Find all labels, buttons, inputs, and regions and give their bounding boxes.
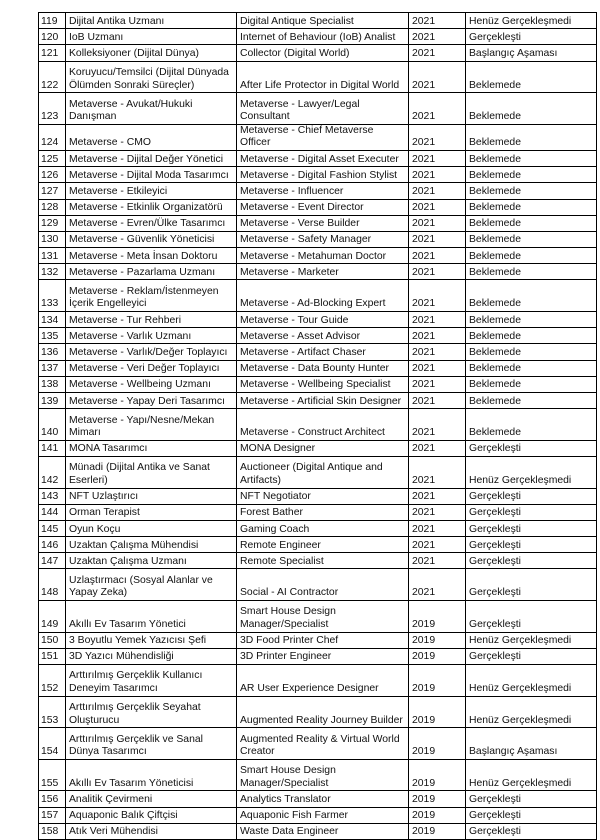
- cell-status: Gerçekleşti: [466, 553, 597, 569]
- cell-year: 2021: [409, 167, 466, 183]
- cell-status: Beklemede: [466, 231, 597, 247]
- cell-status: Gerçekleşti: [466, 791, 597, 807]
- cell-year: 2019: [409, 665, 466, 697]
- cell-status: Beklemede: [466, 150, 597, 166]
- cell-number: 145: [39, 520, 66, 536]
- cell-number: 148: [39, 569, 66, 601]
- cell-year: 2019: [409, 823, 466, 839]
- cell-status: Beklemede: [466, 360, 597, 376]
- table-row: [39, 648, 597, 664]
- cell-number: 139: [39, 392, 66, 408]
- cell-status: Başlangıç Aşaması: [466, 728, 597, 760]
- cell-status: Gerçekleşti: [466, 488, 597, 504]
- cell-number: 144: [39, 504, 66, 520]
- cell-english-title: Waste Data Engineer: [237, 823, 409, 839]
- cell-english-title: Metaverse - Metahuman Doctor: [237, 248, 409, 264]
- cell-number: 125: [39, 150, 66, 166]
- cell-turkish-title: Metaverse - Dijital Moda Tasarımcı: [66, 167, 237, 183]
- cell-year: 2021: [409, 360, 466, 376]
- cell-turkish-title: Metaverse - Yapay Deri Tasarımcı: [66, 392, 237, 408]
- cell-english-title: Metaverse - Tour Guide: [237, 312, 409, 328]
- cell-english-title: Metaverse - Asset Advisor: [237, 328, 409, 344]
- table-row: [39, 183, 597, 199]
- table-row: [39, 61, 597, 93]
- cell-status: Henüz Gerçekleşmedi: [466, 456, 597, 488]
- cell-turkish-title: Metaverse - Tur Rehberi: [66, 312, 237, 328]
- cell-status: Gerçekleşti: [466, 504, 597, 520]
- cell-year: 2021: [409, 61, 466, 93]
- cell-turkish-title: Metaverse - Meta İnsan Doktoru: [66, 248, 237, 264]
- cell-english-title: Metaverse - Artifact Chaser: [237, 344, 409, 360]
- cell-turkish-title: Analitik Çevirmeni: [66, 791, 237, 807]
- cell-english-title: Metaverse - Digital Asset Executer: [237, 150, 409, 166]
- cell-status: Henüz Gerçekleşmedi: [466, 759, 597, 791]
- cell-number: 136: [39, 344, 66, 360]
- cell-english-title: Remote Specialist: [237, 553, 409, 569]
- cell-number: 133: [39, 280, 66, 312]
- cell-year: 2021: [409, 312, 466, 328]
- cell-year: 2019: [409, 696, 466, 728]
- cell-english-title: Metaverse - Safety Manager: [237, 231, 409, 247]
- cell-turkish-title: Akıllı Ev Tasarım Yöneticisi: [66, 759, 237, 791]
- cell-english-title: Metaverse - Wellbeing Specialist: [237, 376, 409, 392]
- cell-number: 147: [39, 553, 66, 569]
- cell-status: Beklemede: [466, 376, 597, 392]
- table-row: [39, 93, 597, 125]
- cell-year: 2019: [409, 759, 466, 791]
- cell-turkish-title: Arttırılmış Gerçeklik Kullanıcı Deneyim Tasarımcı: [66, 665, 237, 697]
- cell-status: Gerçekleşti: [466, 601, 597, 633]
- cell-turkish-title: Uzaktan Çalışma Uzmanı: [66, 553, 237, 569]
- cell-number: 132: [39, 264, 66, 280]
- cell-english-title: Metaverse - Construct Architect: [237, 409, 409, 441]
- cell-english-title: Metaverse - Influencer: [237, 183, 409, 199]
- cell-number: 120: [39, 29, 66, 45]
- cell-english-title: Metaverse - Artificial Skin Designer: [237, 392, 409, 408]
- cell-number: 123: [39, 93, 66, 125]
- cell-year: 2021: [409, 199, 466, 215]
- cell-number: 142: [39, 456, 66, 488]
- cell-year: 2021: [409, 392, 466, 408]
- cell-english-title: 3D Food Printer Chef: [237, 632, 409, 648]
- cell-year: 2019: [409, 728, 466, 760]
- cell-status: Beklemede: [466, 93, 597, 125]
- cell-turkish-title: 3 Boyutlu Yemek Yazıcısı Şefi: [66, 632, 237, 648]
- cell-turkish-title: Metaverse - CMO: [66, 124, 237, 150]
- cell-number: 127: [39, 183, 66, 199]
- professions-table: [38, 12, 597, 840]
- cell-number: 140: [39, 409, 66, 441]
- cell-number: 154: [39, 728, 66, 760]
- cell-turkish-title: Metaverse - Yapı/Nesne/Mekan Mimarı: [66, 409, 237, 441]
- cell-number: 131: [39, 248, 66, 264]
- cell-turkish-title: Münadi (Dijital Antika ve Sanat Eserleri): [66, 456, 237, 488]
- cell-status: Beklemede: [466, 248, 597, 264]
- cell-english-title: AR User Experience Designer: [237, 665, 409, 697]
- cell-status: Henüz Gerçekleşmedi: [466, 696, 597, 728]
- cell-status: Gerçekleşti: [466, 440, 597, 456]
- cell-english-title: MONA Designer: [237, 440, 409, 456]
- cell-status: Gerçekleşti: [466, 520, 597, 536]
- cell-year: 2021: [409, 328, 466, 344]
- cell-status: Gerçekleşti: [466, 648, 597, 664]
- cell-year: 2021: [409, 376, 466, 392]
- table-row: [39, 150, 597, 166]
- cell-year: 2021: [409, 231, 466, 247]
- cell-status: Beklemede: [466, 280, 597, 312]
- cell-status: Başlangıç Aşaması: [466, 45, 597, 61]
- cell-turkish-title: Metaverse - Güvenlik Yöneticisi: [66, 231, 237, 247]
- cell-year: 2021: [409, 280, 466, 312]
- cell-number: 119: [39, 13, 66, 29]
- cell-status: Beklemede: [466, 183, 597, 199]
- cell-english-title: Digital Antique Specialist: [237, 13, 409, 29]
- cell-year: 2021: [409, 488, 466, 504]
- cell-number: 128: [39, 199, 66, 215]
- cell-number: 149: [39, 601, 66, 633]
- cell-turkish-title: Metaverse - Evren/Ülke Tasarımcı: [66, 215, 237, 231]
- cell-year: 2019: [409, 791, 466, 807]
- cell-year: 2019: [409, 601, 466, 633]
- cell-year: 2021: [409, 440, 466, 456]
- table-row: [39, 520, 597, 536]
- cell-year: 2019: [409, 632, 466, 648]
- cell-year: 2021: [409, 215, 466, 231]
- cell-turkish-title: Koruyucu/Temsilci (Dijital Dünyada Ölümden Sonraki Süreçler): [66, 61, 237, 93]
- table-row: [39, 280, 597, 312]
- table-row: [39, 328, 597, 344]
- cell-turkish-title: Atık Veri Mühendisi: [66, 823, 237, 839]
- table-row: [39, 231, 597, 247]
- table-row: [39, 29, 597, 45]
- cell-english-title: Smart House Design Manager/Specialist: [237, 759, 409, 791]
- cell-english-title: Metaverse - Event Director: [237, 199, 409, 215]
- cell-year: 2021: [409, 264, 466, 280]
- cell-number: 153: [39, 696, 66, 728]
- cell-english-title: Augmented Reality Journey Builder: [237, 696, 409, 728]
- cell-turkish-title: Uzlaştırmacı (Sosyal Alanlar ve Yapay Zeka): [66, 569, 237, 601]
- cell-turkish-title: 3D Yazıcı Mühendisliği: [66, 648, 237, 664]
- cell-english-title: Metaverse - Ad-Blocking Expert: [237, 280, 409, 312]
- cell-turkish-title: Orman Terapist: [66, 504, 237, 520]
- cell-turkish-title: Metaverse - Varlık Uzmanı: [66, 328, 237, 344]
- cell-english-title: Metaverse - Lawyer/Legal Consultant: [237, 93, 409, 125]
- cell-year: 2021: [409, 569, 466, 601]
- cell-year: 2021: [409, 93, 466, 125]
- table-row: [39, 823, 597, 839]
- cell-english-title: Collector (Digital World): [237, 45, 409, 61]
- cell-number: 155: [39, 759, 66, 791]
- cell-year: 2021: [409, 553, 466, 569]
- cell-status: Beklemede: [466, 344, 597, 360]
- cell-number: 138: [39, 376, 66, 392]
- cell-number: 141: [39, 440, 66, 456]
- table-row: [39, 167, 597, 183]
- cell-turkish-title: Metaverse - Etkinlik Organizatörü: [66, 199, 237, 215]
- cell-year: 2021: [409, 537, 466, 553]
- cell-english-title: Metaverse - Chief Metaverse Officer: [237, 124, 409, 150]
- table-row: [39, 264, 597, 280]
- cell-status: Gerçekleşti: [466, 29, 597, 45]
- cell-english-title: Auctioneer (Digital Antique and Artifacts): [237, 456, 409, 488]
- table-row: [39, 632, 597, 648]
- cell-status: Beklemede: [466, 409, 597, 441]
- table-body: [39, 13, 597, 840]
- cell-turkish-title: Metaverse - Varlık/Değer Toplayıcı: [66, 344, 237, 360]
- table-row: [39, 248, 597, 264]
- cell-status: Henüz Gerçekleşmedi: [466, 632, 597, 648]
- cell-number: 129: [39, 215, 66, 231]
- cell-year: 2021: [409, 520, 466, 536]
- cell-turkish-title: Arttırılmış Gerçeklik ve Sanal Dünya Tasarımcı: [66, 728, 237, 760]
- table-row: [39, 215, 597, 231]
- cell-turkish-title: MONA Tasarımcı: [66, 440, 237, 456]
- cell-english-title: Analytics Translator: [237, 791, 409, 807]
- table-row: [39, 409, 597, 441]
- cell-english-title: Aquaponic Fish Farmer: [237, 807, 409, 823]
- table-row: [39, 759, 597, 791]
- cell-turkish-title: Metaverse - Reklam/İstenmeyen İçerik Engelleyici: [66, 280, 237, 312]
- cell-turkish-title: Metaverse - Wellbeing Uzmanı: [66, 376, 237, 392]
- cell-year: 2021: [409, 13, 466, 29]
- table-row: [39, 537, 597, 553]
- cell-status: Henüz Gerçekleşmedi: [466, 13, 597, 29]
- cell-turkish-title: Dijital Antika Uzmanı: [66, 13, 237, 29]
- table-row: [39, 665, 597, 697]
- cell-status: Beklemede: [466, 199, 597, 215]
- table-row: [39, 696, 597, 728]
- cell-status: Beklemede: [466, 392, 597, 408]
- table-row: [39, 728, 597, 760]
- cell-english-title: Gaming Coach: [237, 520, 409, 536]
- table-row: [39, 199, 597, 215]
- table-row: [39, 13, 597, 29]
- cell-turkish-title: IoB Uzmanı: [66, 29, 237, 45]
- cell-number: 146: [39, 537, 66, 553]
- cell-year: 2019: [409, 807, 466, 823]
- cell-year: 2021: [409, 45, 466, 61]
- cell-year: 2021: [409, 150, 466, 166]
- cell-status: Beklemede: [466, 61, 597, 93]
- table-row: [39, 312, 597, 328]
- cell-english-title: After Life Protector in Digital World: [237, 61, 409, 93]
- table-row: [39, 807, 597, 823]
- cell-number: 143: [39, 488, 66, 504]
- cell-english-title: 3D Printer Engineer: [237, 648, 409, 664]
- table-row: [39, 553, 597, 569]
- cell-status: Beklemede: [466, 124, 597, 150]
- cell-english-title: Forest Bather: [237, 504, 409, 520]
- cell-status: Gerçekleşti: [466, 569, 597, 601]
- cell-status: Beklemede: [466, 215, 597, 231]
- table-row: [39, 45, 597, 61]
- cell-status: Gerçekleşti: [466, 823, 597, 839]
- cell-english-title: Augmented Reality & Virtual World Creator: [237, 728, 409, 760]
- table-row: [39, 601, 597, 633]
- cell-turkish-title: Oyun Koçu: [66, 520, 237, 536]
- cell-english-title: Metaverse - Digital Fashion Stylist: [237, 167, 409, 183]
- cell-number: 158: [39, 823, 66, 839]
- cell-english-title: Metaverse - Data Bounty Hunter: [237, 360, 409, 376]
- cell-turkish-title: Kolleksiyoner (Dijital Dünya): [66, 45, 237, 61]
- cell-number: 135: [39, 328, 66, 344]
- cell-turkish-title: NFT Uzlaştırıcı: [66, 488, 237, 504]
- cell-english-title: Metaverse - Marketer: [237, 264, 409, 280]
- cell-turkish-title: Metaverse - Pazarlama Uzmanı: [66, 264, 237, 280]
- cell-english-title: Internet of Behaviour (IoB) Analist: [237, 29, 409, 45]
- cell-status: Beklemede: [466, 312, 597, 328]
- cell-turkish-title: Metaverse - Dijital Değer Yönetici: [66, 150, 237, 166]
- cell-status: Beklemede: [466, 328, 597, 344]
- table-row: [39, 392, 597, 408]
- table-row: [39, 344, 597, 360]
- cell-number: 124: [39, 124, 66, 150]
- cell-status: Gerçekleşti: [466, 537, 597, 553]
- cell-number: 137: [39, 360, 66, 376]
- cell-turkish-title: Metaverse - Etkileyici: [66, 183, 237, 199]
- table-row: [39, 360, 597, 376]
- table-row: [39, 440, 597, 456]
- cell-turkish-title: Arttırılmış Gerçeklik Seyahat Oluşturucu: [66, 696, 237, 728]
- cell-status: Henüz Gerçekleşmedi: [466, 665, 597, 697]
- table-row: [39, 791, 597, 807]
- cell-turkish-title: Aquaponic Balık Çiftçisi: [66, 807, 237, 823]
- cell-turkish-title: Akıllı Ev Tasarım Yönetici: [66, 601, 237, 633]
- cell-status: Beklemede: [466, 264, 597, 280]
- table-row: [39, 569, 597, 601]
- cell-year: 2019: [409, 648, 466, 664]
- cell-year: 2021: [409, 248, 466, 264]
- cell-english-title: Remote Engineer: [237, 537, 409, 553]
- cell-number: 126: [39, 167, 66, 183]
- cell-turkish-title: Metaverse - Veri Değer Toplayıcı: [66, 360, 237, 376]
- cell-year: 2021: [409, 456, 466, 488]
- cell-number: 122: [39, 61, 66, 93]
- table-row: [39, 376, 597, 392]
- cell-english-title: Metaverse - Verse Builder: [237, 215, 409, 231]
- cell-number: 130: [39, 231, 66, 247]
- cell-number: 150: [39, 632, 66, 648]
- table-row: [39, 124, 597, 150]
- cell-turkish-title: Metaverse - Avukat/Hukuki Danışman: [66, 93, 237, 125]
- cell-number: 134: [39, 312, 66, 328]
- table-row: [39, 488, 597, 504]
- table-row: [39, 504, 597, 520]
- cell-year: 2021: [409, 504, 466, 520]
- cell-status: Beklemede: [466, 167, 597, 183]
- cell-number: 152: [39, 665, 66, 697]
- cell-turkish-title: Uzaktan Çalışma Mühendisi: [66, 537, 237, 553]
- professions-table-page: [38, 12, 597, 840]
- cell-year: 2021: [409, 344, 466, 360]
- cell-year: 2021: [409, 183, 466, 199]
- cell-year: 2021: [409, 29, 466, 45]
- cell-english-title: NFT Negotiator: [237, 488, 409, 504]
- cell-number: 121: [39, 45, 66, 61]
- cell-year: 2021: [409, 409, 466, 441]
- table-row: [39, 456, 597, 488]
- cell-number: 156: [39, 791, 66, 807]
- cell-english-title: Social - AI Contractor: [237, 569, 409, 601]
- cell-number: 151: [39, 648, 66, 664]
- cell-english-title: Smart House Design Manager/Specialist: [237, 601, 409, 633]
- cell-year: 2021: [409, 124, 466, 150]
- cell-status: Gerçekleşti: [466, 807, 597, 823]
- cell-number: 157: [39, 807, 66, 823]
